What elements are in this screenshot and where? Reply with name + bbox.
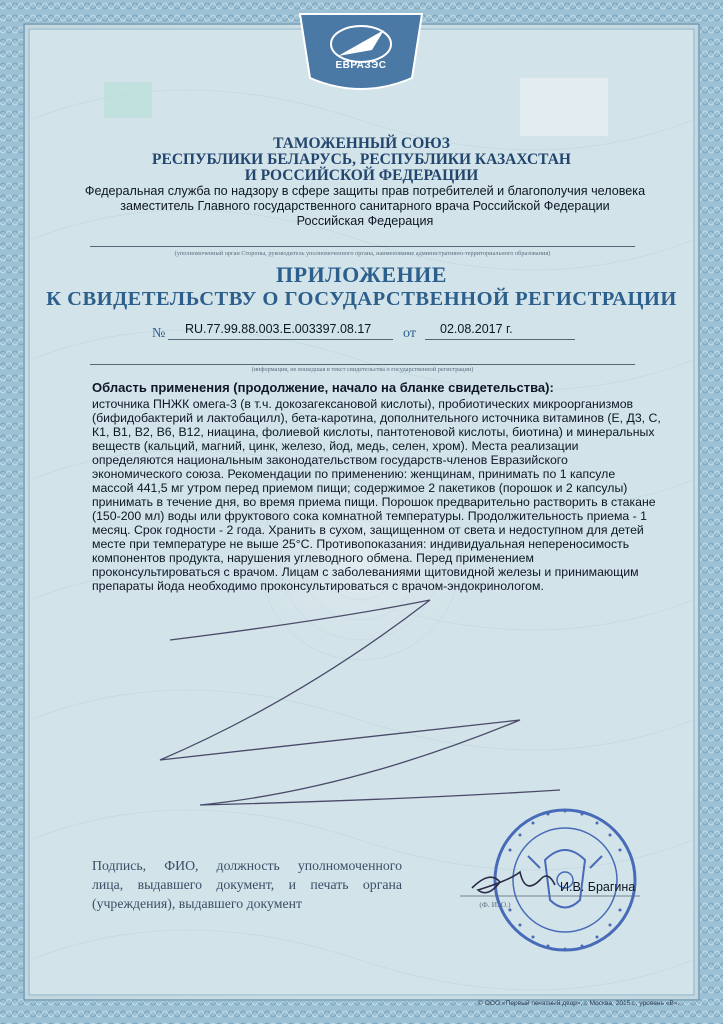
registration-number: RU.77.99.88.003.Е.003397.08.17 xyxy=(185,322,372,336)
agency-underline xyxy=(90,246,635,247)
union-title-line2: РЕСПУБЛИКИ БЕЛАРУСЬ, РЕСПУБЛИКИ КАЗАХСТАН xyxy=(152,151,571,168)
signature-caption-line2: лица, выдавшего документ, и печать органа xyxy=(92,877,402,892)
registration-date: 02.08.2017 г. xyxy=(440,322,513,336)
date-label: от xyxy=(403,326,416,341)
scope-line: месяц. Срок годности - 2 года. Хранить в сухом, защищенном от света и недоступном для детей xyxy=(92,523,644,537)
hologram-right-icon xyxy=(520,78,608,136)
scope-line: препараты йода необходимо проконсультироваться с врачом-эндокринологом. xyxy=(92,579,544,593)
union-title-line1: ТАМОЖЕННЫЙ СОЮЗ xyxy=(273,135,450,152)
printer-note: © ООО «Первый печатный двор», г. Москва, 2015 г., уровень «В». xyxy=(478,1000,680,1007)
appendix-subtitle: К СВИДЕТЕЛЬСТВУ О ГОСУДАРСТВЕННОЙ РЕГИСТРАЦИИ xyxy=(46,288,677,310)
signature-caption-line3: (учреждения), выдавшего документ xyxy=(92,896,302,911)
info-hint: (информация, не вошедшая в текст свидетельства о государственной регистрации) xyxy=(251,366,474,373)
date-underline xyxy=(425,339,575,340)
scope-line: массой 441,5 мг утром перед приемом пищи; содержимое 2 пакетиков (порошок и 2 капсулы) xyxy=(92,481,628,495)
logo-caption: ЕВРАЗЭС xyxy=(335,60,387,71)
scope-line: (бифидобактерий и лактобацилл), бета-каротина, дополнительного источника витаминов (Е, Д3, С, xyxy=(92,411,661,425)
eurasec-logo-icon xyxy=(300,14,422,89)
scope-line: компонентов продукта, нарушения углеводного обмена. Перед применением xyxy=(92,551,534,565)
signature-caption-line1: Подпись, ФИО, должность уполномоченного xyxy=(92,858,402,873)
agency-line2: заместитель Главного государственного санитарного врача Российской Федерации xyxy=(120,199,610,213)
scope-line: определяются национальным законодательством государств-членов Евразийского xyxy=(92,453,568,467)
scope-line: веществ (кальций, магний, цинк, железо, йод, медь, селен, хром). Места реализации xyxy=(92,439,579,453)
info-underline xyxy=(90,364,635,365)
fio-hint: (Ф. И. О.) xyxy=(479,900,511,909)
scope-line: месте при температуре не выше 25°С. Противопоказания: индивидуальная непереносимость xyxy=(92,537,630,551)
scope-line: проконсультироваться с врачом. Лицам с заболеваниями щитовидной железы и принимающим xyxy=(92,565,639,579)
union-title-line3: И РОССИЙСКОЙ ФЕДЕРАЦИИ xyxy=(244,167,479,184)
scope-line: источника ПНЖК омега-3 (в т.ч. докозагексановой кислоты), пробиотических микроорганизмов xyxy=(92,397,634,411)
agency-hint: (уполномоченный орган Стороны, руководитель уполномоченного органа, наименование административно-территориального образования) xyxy=(174,250,551,257)
official-name: И.В. Брагина xyxy=(560,880,636,894)
scope-line: принимать в течение дня, во время приема пищи. Порошок предварительно растворить в стакане xyxy=(92,495,656,509)
scope-line: К1, В1, В2, В6, В12, ниацина, фолиевой кислоты, пантотеновой кислоты, биотина) и минеральных xyxy=(92,425,655,439)
appendix-title: ПРИЛОЖЕНИЕ xyxy=(276,262,447,287)
scope-line: (150-200 мл) воды или фруктового сока комнатной температуры. Продолжительность приема - 1 xyxy=(92,509,648,523)
scope-line: экономического союза. Рекомендации по применению: женщинам, принимать по 1 капсуле xyxy=(92,467,616,481)
agency-line1: Федеральная служба по надзору в сфере защиты прав потребителей и благополучия человека xyxy=(84,184,646,198)
number-underline xyxy=(168,339,393,340)
hologram-left-icon xyxy=(104,82,152,118)
agency-line3: Российская Федерация xyxy=(296,214,434,228)
scope-heading: Область применения (продолжение, начало на бланке свидетельства): xyxy=(92,380,554,395)
number-label: № xyxy=(152,326,166,341)
